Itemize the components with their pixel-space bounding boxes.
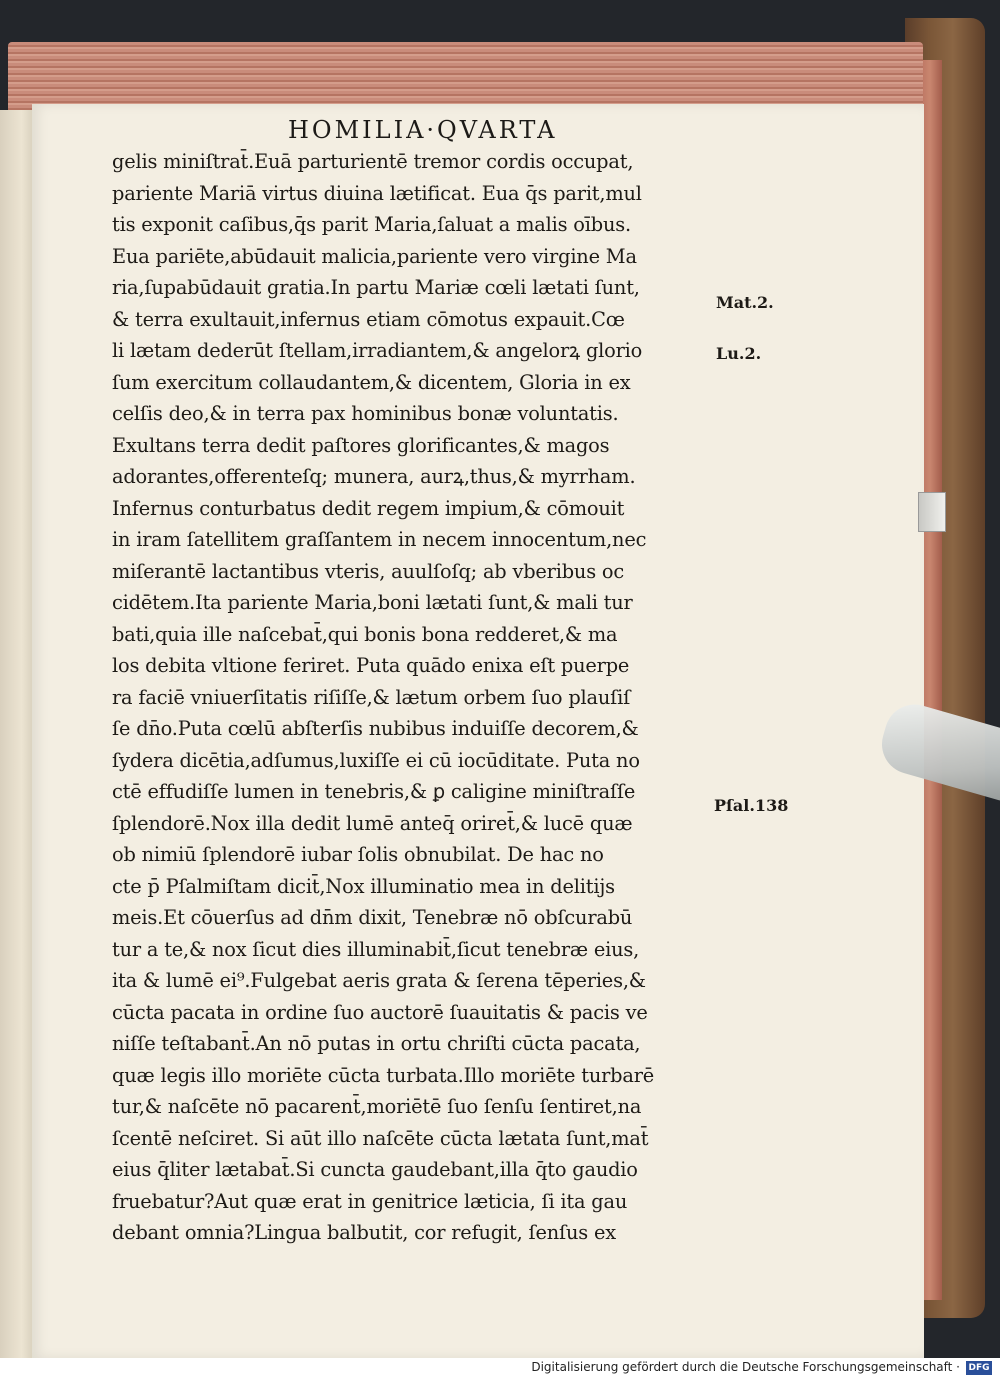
text-line: ita & lumē ei⁹.Fulgebat aeris grata & ſerena tēperies,& [112,969,646,992]
body-text [112,146,712,1249]
margin-note-luc: Lu.2. [716,344,762,363]
text-line: ra faciē vniuerſitatis riſiſſe,& lætum orbem ſuo plauſiſ [112,685,631,709]
text-line: cidētem.Ita pariente Maria,boni lætati ſunt,& mali tur [112,591,633,614]
text-line: meis.Et cōuerſus ad dn̄m dixit, Tenebræ nō obſcurabū [112,906,633,929]
text-line: adorantes,offerenteſq; munera, aurꝝ,thus,& myrrham. [112,465,636,488]
page-top-edge [8,42,923,112]
text-line: ob nimiū ſplendorē iubar ſolis obnubilat. De hac no [112,843,604,866]
text-line: los debita vltione feriret. Puta quādo enixa eſt puerpe [112,654,630,677]
running-header: HOMILIA·QVARTA [288,116,558,144]
footer-bar [0,1358,1000,1378]
text-line: tur,& naſcēte nō pacarent̄,moriētē ſuo ſenſu ſentiret,na [112,1095,642,1118]
margin-note-mat: Mat.2. [716,293,774,312]
text-line: Eua pariēte,abūdauit malicia,pariente vero virgine Ma [112,244,637,268]
facing-page-strip [0,110,36,1360]
text-line: gelis miniſtrat̄.Euā parturientē tremor cordis occupat, [112,150,634,173]
margin-note-psal: Pſal.138 [714,796,789,815]
text-line: ria,ſupabūdauit gratia.In partu Mariæ cœli lætati ſunt, [112,276,640,299]
text-line: debant omnia?Lingua balbutit, cor refugit, ſenſus ex [112,1221,616,1244]
text-line: cūcta pacata in ordine ſuo auctorē ſuauitatis & pacis ve [112,1000,648,1024]
dfg-logo: DFG [966,1361,992,1375]
text-line: niſſe teſtabant̄.An nō putas in ortu chriſti cūcta pacata, [112,1032,641,1055]
text-line: Exultans terra dedit paſtores glorificantes,& magos [112,433,610,457]
text-line: & terra exultauit,infernus etiam cōmotus expauit.Cœ [112,307,625,331]
text-line: miſerantē lactantibus vteris, auulſoſq; ab vberibus oc [112,559,625,583]
text-line: ſplendorē.Nox illa dedit lumē anteq̄ oriret̄,& lucē quæ [112,811,633,835]
text-line: fruebatur?Aut quæ erat in genitrice læticia, ſi ita gau [112,1189,628,1213]
text-line: ſum exercitum collaudantem,& dicentem, Gloria in ex [112,370,631,394]
text-line: Infernus conturbatus dedit regem impium,& cōmouit [112,496,625,520]
text-line: in iram ſatellitem graſſantem in necem innocentum,nec [112,528,647,551]
footer-credit: Digitalisierung gefördert durch die Deutsche Forschungsgemeinschaft · [531,1360,960,1374]
text-line: pariente Mariā virtus diuina lætificat. Eua q̄s parit,mul [112,181,642,205]
text-line: li lætam dederūt ſtellam,irradiantem,& angelorꝝ glorio [112,339,643,362]
text-line: tur a te,& nox ſicut dies illuminabit̄,ſicut tenebræ eius, [112,937,640,961]
text-line: quæ legis illo moriēte cūcta turbata.Illo moriēte turbarē [112,1063,655,1087]
text-line: bati,quia ille naſcebat̄,qui bonis bona redderet,& ma [112,622,618,646]
text-line: celſis deo,& in terra pax hominibus bonæ voluntatis. [112,402,619,425]
text-line: ſydera dicētia,adſumus,luxiſſe ei cū iocūditate. Puta no [112,748,640,772]
text-line: ſe dn̄o.Puta cœlū abſterſis nubibus induiſſe decorem,& [112,717,639,740]
text-line: cte p̄ Pſalmiſtam dicit̄,Nox illuminatio mea in delitijs [112,874,615,898]
text-line: eius q̄liter lætabat̄.Si cuncta gaudebant,illa q̄to gaudio [112,1158,638,1181]
page-clip [918,492,946,532]
text-line: tis exponit caſibus,q̄s parit Maria,ſaluat a malis oībus. [112,213,631,236]
text-line: ctē effudiſſe lumen in tenebris,& ꝑ caligine miniſtraſſe [112,780,636,803]
text-line: ſcentē neſciret. Si aūt illo naſcēte cūcta lætata ſunt,mat̄ [112,1126,649,1150]
